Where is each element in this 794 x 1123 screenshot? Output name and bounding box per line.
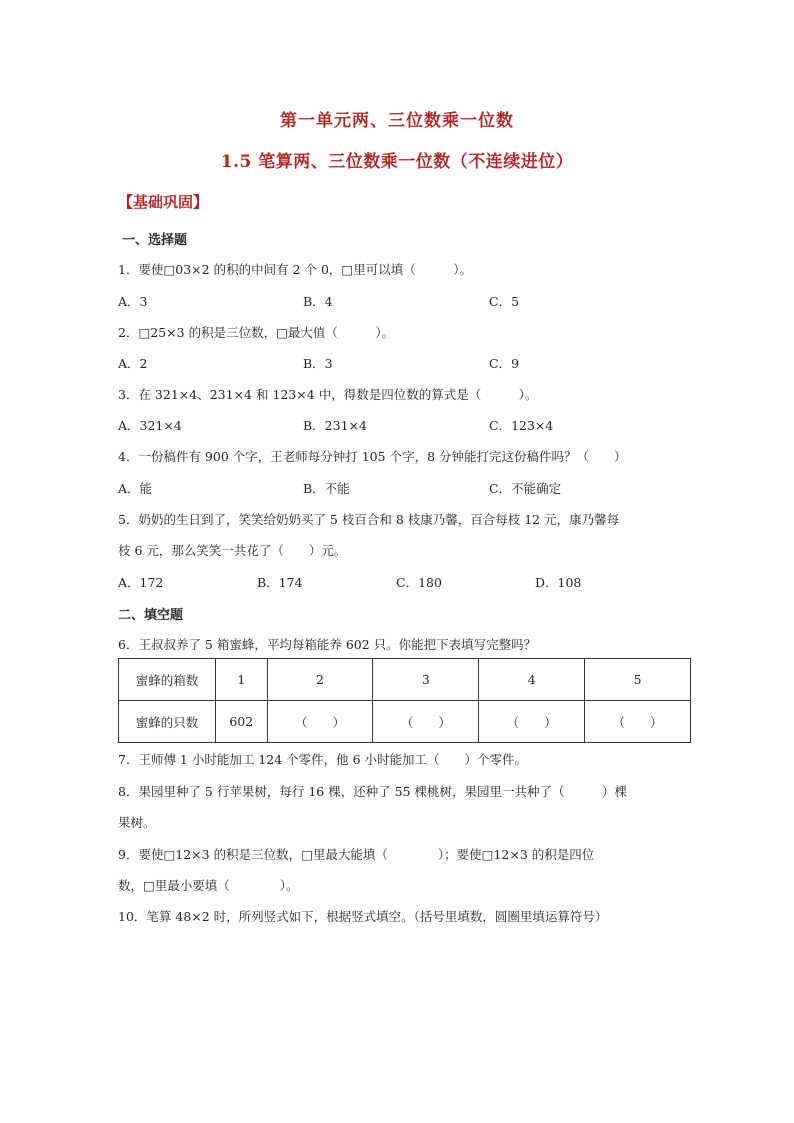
q1-option-b[interactable]: B．4 [303, 294, 333, 309]
table-cell-blank[interactable]: （ ） [267, 701, 373, 743]
question-6: 6．王叔叔养了 5 箱蜜蜂，平均每箱能养 602 只。你能把下表填写完整吗？ [118, 637, 537, 652]
q3-option-c[interactable]: C．123×4 [489, 418, 554, 433]
q1-option-c[interactable]: C．5 [489, 294, 520, 309]
table-cell: 602 [216, 701, 268, 743]
table-cell-blank[interactable]: （ ） [585, 701, 691, 743]
table-cell: 5 [585, 659, 691, 701]
section-label: 【基础巩固】 [118, 193, 209, 211]
question-9-line2: 数，□里最小要填（ ）。 [118, 878, 299, 893]
q5-option-d[interactable]: D．108 [535, 575, 582, 590]
question-5-line2: 枝 6 元，那么笑笑一共花了（ ）元。 [118, 543, 347, 558]
question-10: 10．笔算 48×2 时，所列竖式如下，根据竖式填空。（括号里填数，圆圈里填运算符号） [118, 909, 608, 924]
table-row [119, 659, 691, 701]
part2-heading: 二、填空题 [118, 608, 184, 623]
question-1: 1．要使□03×2 的积的中间有 2 个 0，□里可以填（ ）。 [118, 262, 472, 277]
part1-heading: 一、选择题 [122, 233, 188, 248]
table-row-label: 蜜蜂的箱数 [119, 659, 216, 701]
table-cell-blank[interactable]: （ ） [479, 701, 585, 743]
q3-option-a[interactable]: A．321×4 [118, 418, 182, 433]
bee-table [118, 658, 691, 743]
table-row-label: 蜜蜂的只数 [119, 701, 216, 743]
q2-option-b[interactable]: B．3 [303, 356, 333, 371]
table-cell: 4 [479, 659, 585, 701]
question-9-line1: 9．要使□12×3 的积是三位数，□里最大能填（ ）；要使□12×3 的积是四位 [118, 847, 595, 862]
q2-option-c[interactable]: C．9 [489, 356, 520, 371]
q1-option-a[interactable]: A．3 [118, 294, 148, 309]
table-cell: 3 [373, 659, 479, 701]
q4-option-b[interactable]: B．不能 [303, 481, 350, 496]
q3-option-b[interactable]: B．231×4 [303, 418, 367, 433]
question-4: 4．一份稿件有 900 个字，王老师每分钟打 105 个字，8 分钟能打完这份稿件吗？（ ） [118, 449, 627, 464]
lesson-title: 1.5 笔算两、三位数乘一位数（不连续进位） [220, 152, 574, 172]
q5-option-b[interactable]: B．174 [257, 575, 303, 590]
question-5-line1: 5．奶奶的生日到了，笑笑给奶奶买了 5 枝百合和 8 枝康乃馨，百合每枝 12 元，康乃馨每 [118, 512, 620, 527]
q5-option-a[interactable]: A．172 [118, 575, 164, 590]
q4-option-c[interactable]: C．不能确定 [489, 481, 562, 496]
question-3: 3．在 321×4、231×4 和 123×4 中，得数是四位数的算式是（ ）。 [118, 387, 538, 402]
q5-option-c[interactable]: C．180 [396, 575, 442, 590]
question-2: 2．□25×3 的积是三位数，□最大值（ ）。 [118, 325, 395, 340]
table-row [119, 701, 691, 743]
table-cell: 2 [267, 659, 373, 701]
unit-title: 第一单元两、三位数乘一位数 [280, 111, 514, 131]
table-cell: 1 [216, 659, 268, 701]
question-8-line2: 果树。 [118, 815, 156, 830]
table-cell-blank[interactable]: （ ） [373, 701, 479, 743]
question-7: 7．王师傅 1 小时能加工 124 个零件，他 6 小时能加工（ ）个零件。 [118, 752, 528, 767]
q4-option-a[interactable]: A．能 [118, 481, 153, 496]
question-8-line1: 8．果园里种了 5 行苹果树，每行 16 棵，还种了 55 棵桃树，果园里一共种了（ ）棵 [118, 784, 628, 799]
q2-option-a[interactable]: A．2 [118, 356, 148, 371]
